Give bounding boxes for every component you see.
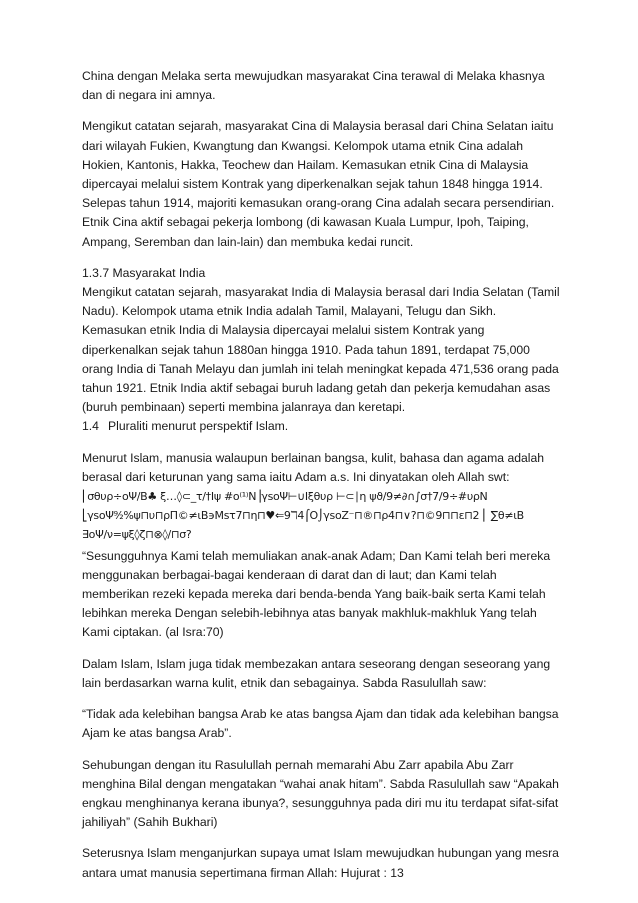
text-line: orang India di Tanah Melayu dan jumlah ini telah meningkat kepada 471,536 orang pada [82, 361, 559, 376]
paragraph-abu-zarr [82, 756, 564, 833]
document-page [82, 67, 564, 883]
text-line: Ajam ke atas bangsa Arab”. [82, 726, 232, 741]
text-line: dan di negara ini amnya. [82, 88, 216, 103]
text-line: Kemasukan etnik India di Malaysia dipercayai melalui sistem Kontrak yang [82, 323, 485, 338]
text-line: Hokien, Kantonis, Hakka, Teochew dan Hailam. Kemasukan etnik Cina di Malaysia [82, 157, 529, 172]
paragraph-islam-intro [82, 449, 564, 487]
paragraph-hadith-quote [82, 705, 564, 743]
text-line: menggunakan berbagai-bagai kenderaan di darat dan di laut; dan Kami telah [82, 567, 497, 582]
text-line: berasal dari keturunan yang sama iaitu Adam a.s. Ini dinyatakan oleh Allah swt: [82, 469, 510, 484]
section-heading-line [82, 417, 564, 436]
garbled-line: ∃οΨ/ν=ψξ◊ζ⊓⊗◊/⊓σ? [82, 528, 192, 542]
paragraph-indian-history [82, 283, 564, 417]
text-line: Kami ciptakan. (al Isra:70) [82, 625, 224, 640]
text-line: “Sesungguhnya Kami telah memuliakan anak-anak Adam; Dan Kami telah beri mereka [82, 548, 551, 563]
text-line: Mengikut catatan sejarah, masyarakat India di Malaysia berasal dari India Selatan (Tamil [82, 285, 560, 300]
paragraph-chinese-history [82, 117, 564, 251]
text-line: tahun 1921. Etnik India aktif sebagai buruh ladang getah dan pekerja kemudahan asas [82, 381, 551, 396]
section-heading-pluraliti [82, 417, 564, 436]
text-line: Nadu). Kelompok utama etnik India adalah Tamil, Malayani, Telugu dan Sikh. [82, 304, 497, 319]
section-heading-masyarakat-india [82, 264, 564, 283]
text-line: Dalam Islam, Islam juga tidak membezakan antara seseorang dengan seseorang yang [82, 656, 551, 671]
section-number: 1.4 [82, 419, 99, 434]
text-line: dipercayai melalui sistem Kontrak yang diperkenalkan sejak tahun 1848 hingga 1914. [82, 177, 543, 192]
paragraph-verse-translation [82, 547, 564, 643]
text-line: diperkenalkan sejak tahun 1880an hingga 1910. Pada tahun 1891, terdapat 75,000 [82, 342, 530, 357]
section-title: 1.3.7 Masyarakat India [82, 265, 206, 280]
text-line: Mengikut catatan sejarah, masyarakat Cina di Malaysia berasal dari China Selatan iaitu [82, 119, 554, 134]
text-line: lain berdasarkan warna kulit, etnik dan sebagainya. Sabda Rasulullah saw: [82, 675, 487, 690]
text-line: Menurut Islam, manusia walaupun berlainan bangsa, kulit, bahasa dan agama adalah [82, 450, 545, 465]
text-line: “Tidak ada kelebihan bangsa Arab ke atas bangsa Ajam dan tidak ada kelebihan bangsa [82, 707, 559, 722]
text-line: Selepas tahun 1914, majoriti kemasukan orang-orang Cina adalah secara persendirian. [82, 196, 555, 211]
garbled-line: ⎜σθυρ÷οΨ/B♣ ξ…◊⊂_τ/†Ιψ #ο⁽¹⁾Ν⎟γѕοΨ⊢∪Ιξθυρ ⊢⊂∣η ψϑ/9≠∂∩∫σ†7/9÷#υρΝ [82, 490, 488, 504]
garbled-arabic-verse [82, 487, 564, 545]
text-line: antara umat manusia sepertimana firman Allah: Hujurat : 13 [82, 865, 404, 880]
text-line: jahiliyah” (Sahih Bukhari) [82, 815, 218, 830]
paragraph-islam-equality [82, 655, 564, 693]
garbled-line: ⎣γѕοΨ⁹⁄₂%ψ⊓υ⊓ρΠ©≠ιΒ϶Μѕτ7⊓η⊓♥⇐9ℸ4⌠Ο⌡γѕοZ⁻⊓®⊓ρ4⊓∨?⊓©9⊓⊓ε⊓2 ⎜ ∑θ≠ιΒ [82, 509, 524, 523]
text-line: menghina Bilal dengan mengatakan “wahai anak hitam”. Sabda Rasulullah saw “Apakah [82, 776, 559, 791]
text-line: Etnik Cina aktif sebagai pekerja lombong (di kawasan Kuala Lumpur, Ipoh, Taiping, [82, 215, 529, 230]
paragraph-hujurat [82, 844, 564, 882]
text-line: Seterusnya Islam menganjurkan supaya umat Islam mewujudkan hubungan yang mesra [82, 846, 559, 861]
text-line: (buruh pembinaan) seperti membina jalanraya dan keretapi. [82, 400, 406, 415]
text-line: lebihkan mereka Dengan selebih-lebihnya atas banyak makhluk-makhluk Yang telah [82, 606, 537, 621]
text-line: Sehubungan dengan itu Rasulullah pernah memarahi Abu Zarr apabila Abu Zarr [82, 757, 514, 772]
paragraph-chinese-origin-intro [82, 67, 564, 105]
text-line: dari wilayah Fukien, Kwangtung dan Kwangsi. Kelompok utama etnik Cina adalah [82, 138, 524, 153]
text-line: engkau menghinanya kerana ibunya?, sesungguhnya pada diri mu itu terdapat sifat-sifat [82, 795, 559, 810]
section-title: Pluraliti menurut perspektif Islam. [108, 419, 289, 434]
text-line: China dengan Melaka serta mewujudkan masyarakat Cina terawal di Melaka khasnya [82, 69, 545, 83]
text-line: Ampang, Seremban dan lain-lain) dan membuka kedai runcit. [82, 234, 414, 249]
text-line: memberikan rezeki kepada mereka dari benda-benda Yang baik-baik serta Kami telah [82, 587, 546, 602]
